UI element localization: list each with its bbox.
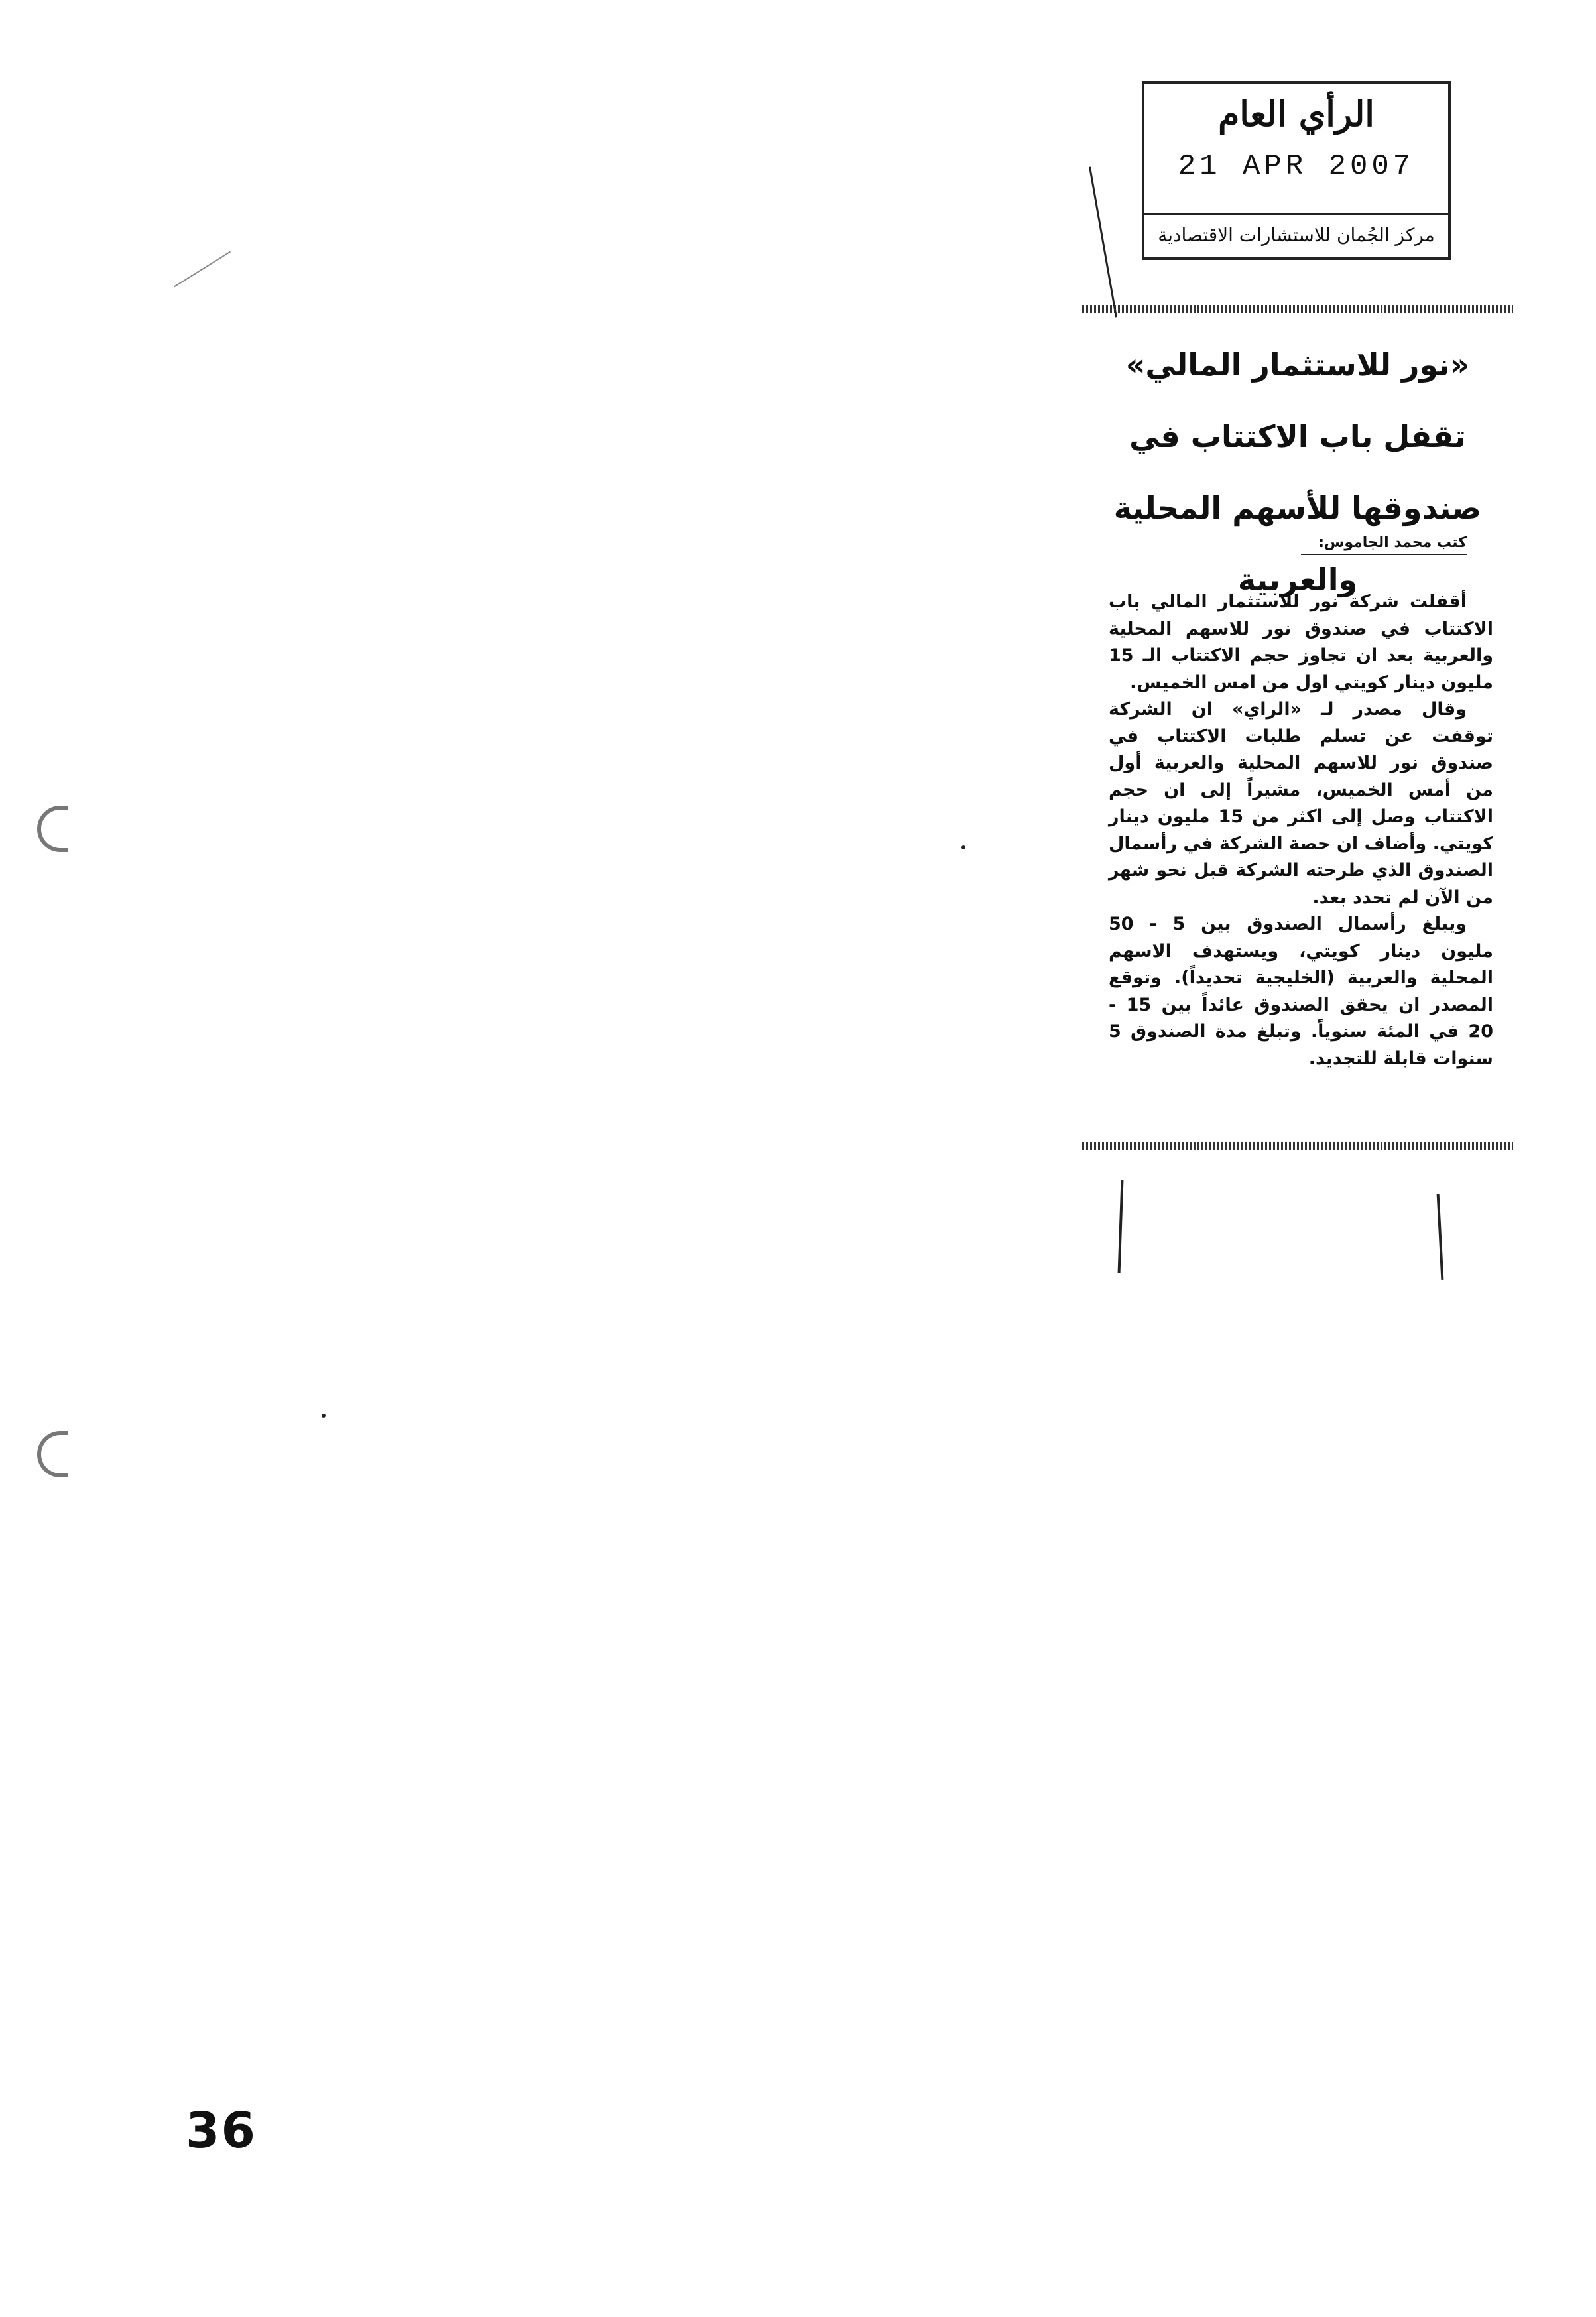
paragraph: أقفلت شركة نور للاستثمار المالي باب الاكتتاب في صندوق نور للاسهم المحلية والعربية بعد ان تجاوز حجم الاكتتاب الـ 15 مليون دينار كويتي اول من امس الخميس. [1109, 592, 1493, 693]
speck [322, 1414, 326, 1418]
stamp-organization: مركز الجُمان للاستشارات الاقتصادية [1144, 213, 1448, 257]
speck [961, 845, 965, 849]
archive-stamp [1142, 81, 1451, 260]
stamp-date: 21 APR 2007 [1178, 150, 1415, 183]
news-clipping [1082, 305, 1513, 1153]
newspaper-logo: الرأي العام [1218, 94, 1375, 135]
article-byline: كتب محمد الجاموس: [1301, 534, 1467, 555]
pen-mark [1089, 166, 1117, 317]
article-headline: «نور للاستثمار المالي» تقفل باب الاكتتاب في صندوقها للأسهم المحلية والعربية [1113, 347, 1482, 597]
pencil-mark [174, 251, 231, 288]
staple-left [1118, 1180, 1124, 1273]
punch-hole-bottom [37, 1431, 68, 1477]
page-number: 36 [186, 2102, 257, 2159]
paragraph: وقال مصدر لـ «الراي» ان الشركة توقفت عن تسلم طلبات الاكتتاب في صندوق نور للاسهم المحلية والعربية أول من أمس الخميس، مشيراً إلى ان حجم الاكتتاب وصل إلى اكثر من 15 مليون دينار كويتي. وأضاف ان حصة الشركة في رأسمال الصندوق الذي طرحته الشركة قبل نحو شهر من الآن لم تحدد بعد. [1109, 699, 1493, 908]
paragraph: ويبلغ رأسمال الصندوق بين 5 - 50 مليون دينار كويتي، ويستهدف الاسهم المحلية والعربية (الخليجية تحديداً). وتوقع المصدر ان يحقق الصندوق عائداً بين 15 - 20 في المئة سنوياً. وتبلغ مدة الصندوق 5 سنوات قابلة للتجديد. [1109, 914, 1494, 1069]
article-body [1109, 589, 1493, 1072]
punch-hole-top [37, 806, 68, 852]
staple-right [1437, 1194, 1444, 1280]
bottom-rule [1082, 1142, 1513, 1150]
top-rule [1082, 305, 1513, 313]
